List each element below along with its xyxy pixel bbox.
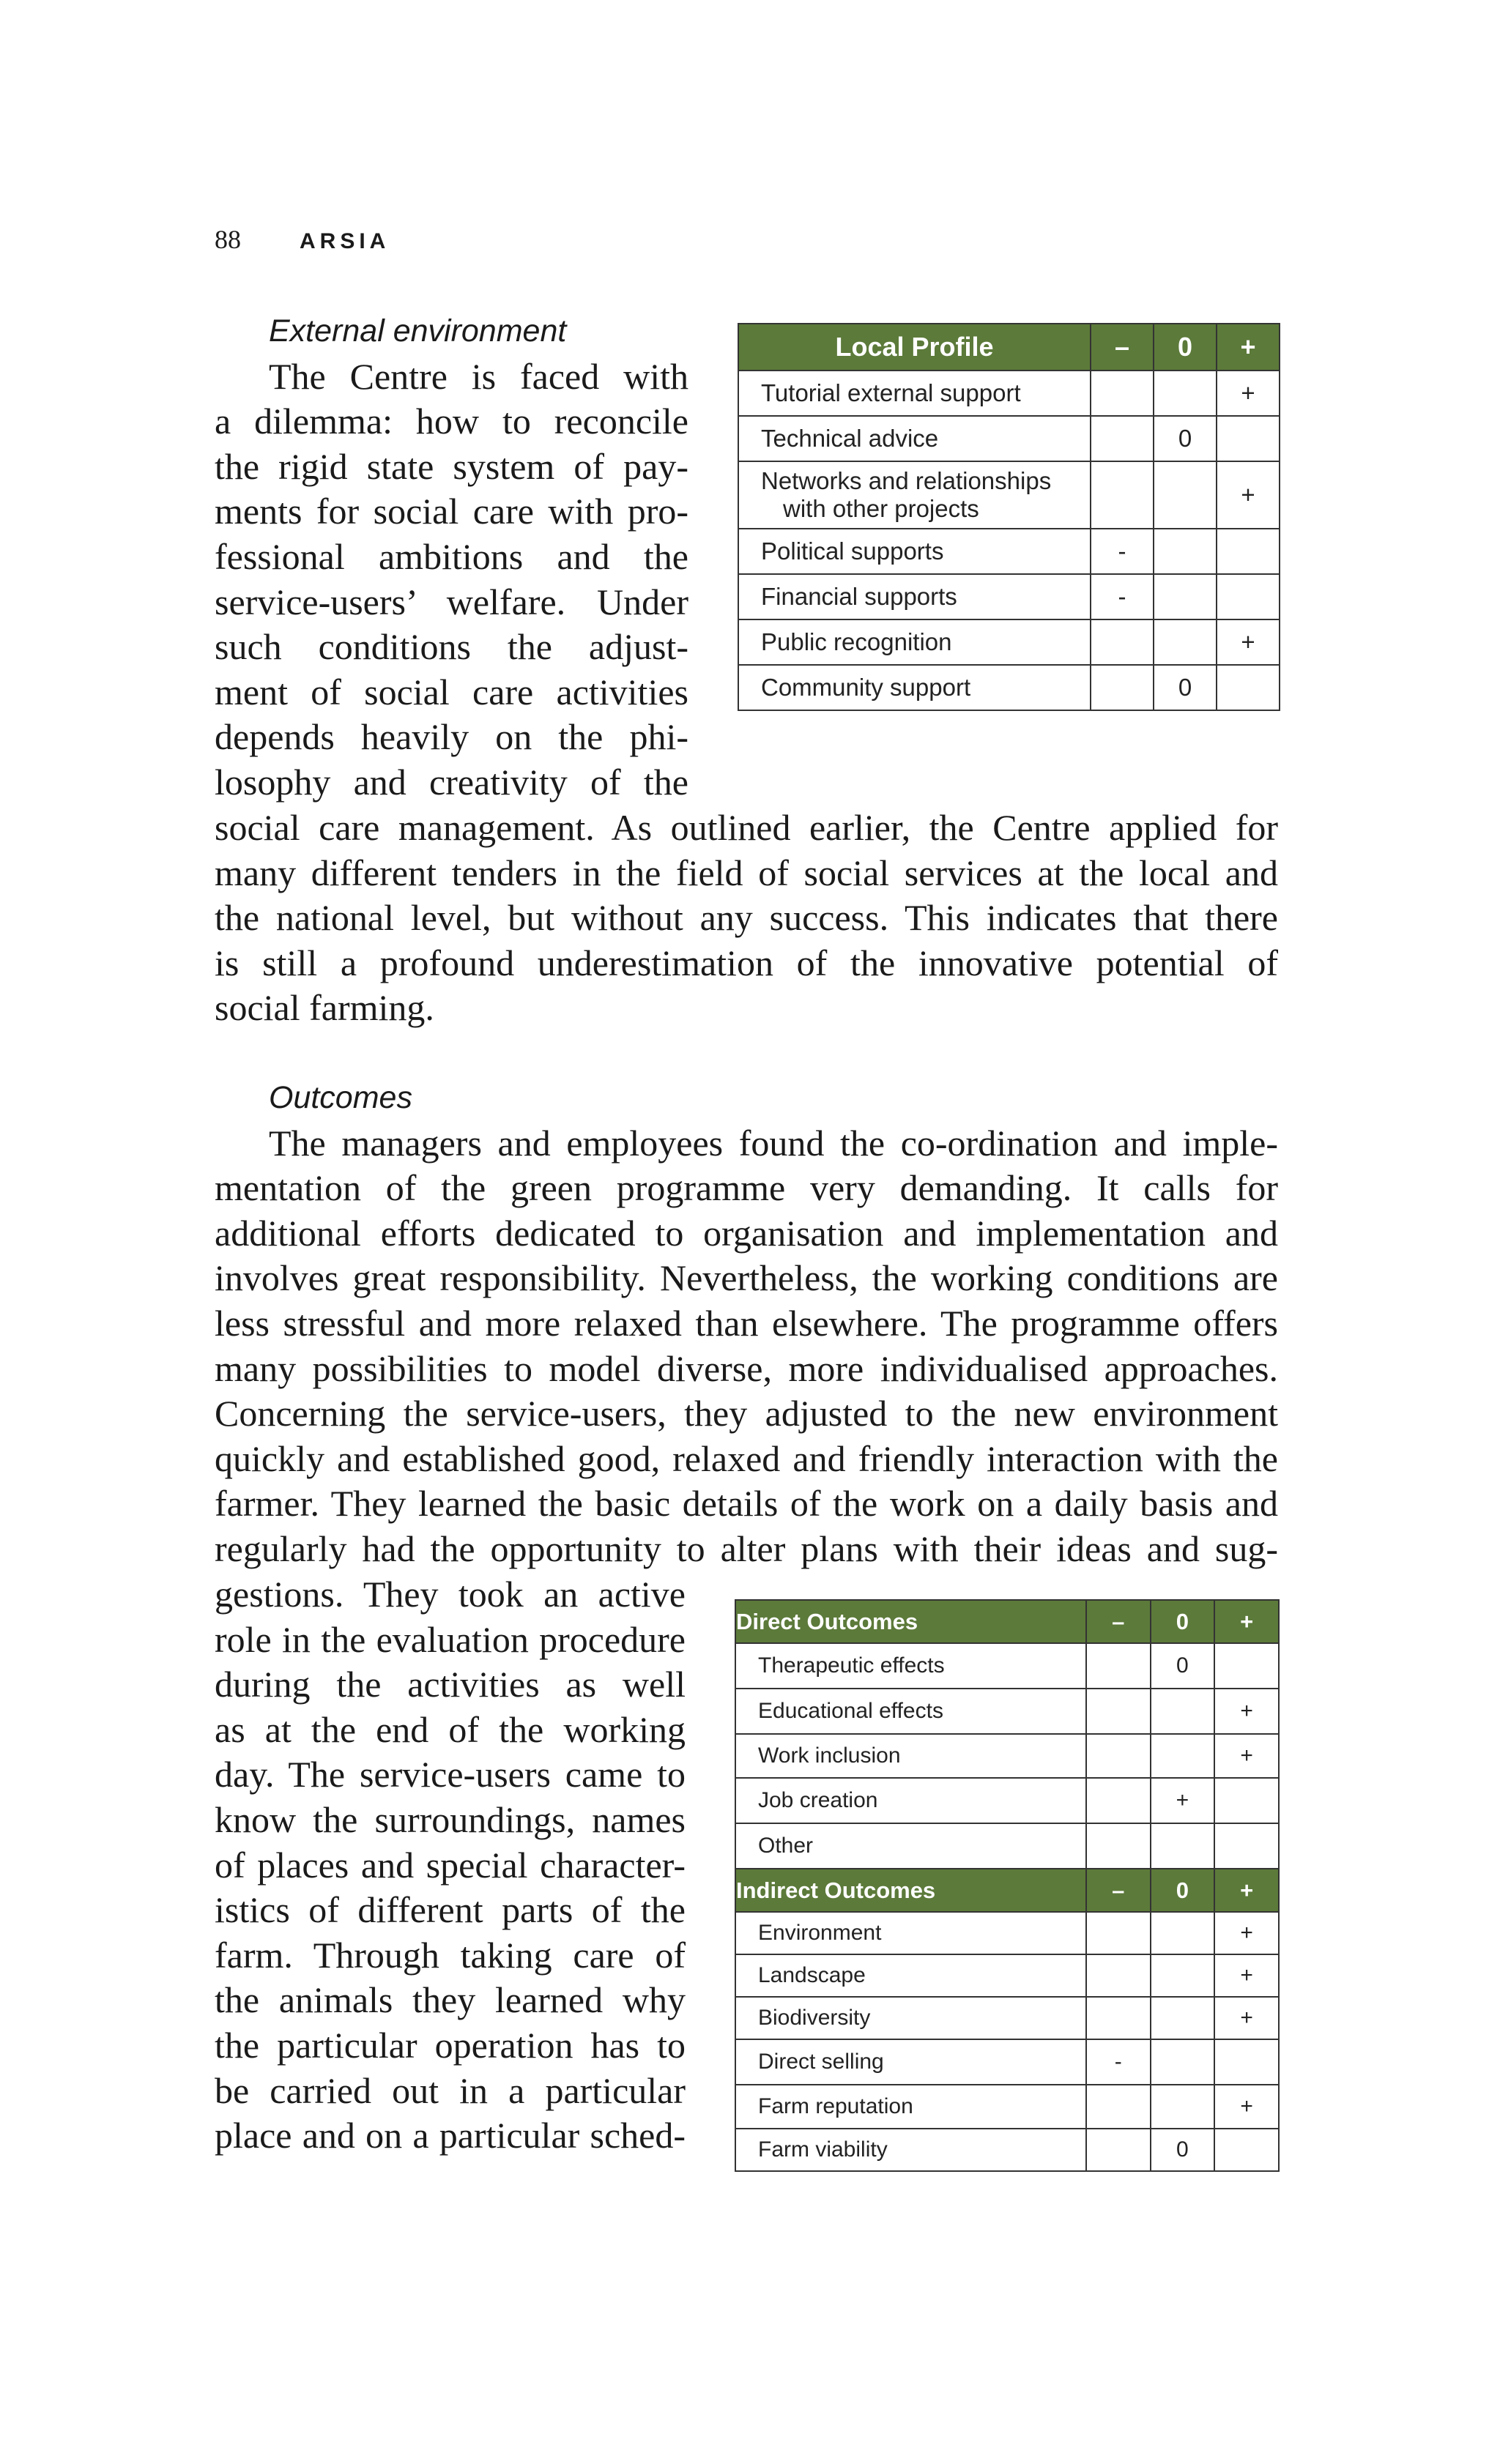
table-row	[738, 665, 1280, 710]
cell-plus: +	[1214, 1912, 1279, 1954]
row-label: Direct selling	[735, 2039, 1086, 2085]
text-line: be carried out in a particular	[215, 2069, 686, 2111]
cell-plus	[1217, 529, 1280, 574]
table-row	[738, 371, 1280, 416]
cell-zero	[1154, 619, 1217, 665]
table-row	[735, 2129, 1279, 2171]
cell-minus	[1091, 619, 1154, 665]
column-zero-header: 0	[1151, 1869, 1215, 1912]
cell-zero: 0	[1151, 2129, 1215, 2171]
text-line: ment of social care activities	[215, 671, 688, 712]
table-row	[735, 2085, 1279, 2129]
row-label: Financial supports	[738, 574, 1091, 619]
cell-minus	[1086, 1778, 1151, 1823]
cell-minus	[1086, 2085, 1151, 2129]
text-line: role in the evaluation procedure	[215, 1618, 686, 1660]
table-row	[735, 1954, 1279, 1997]
section-outcomes	[215, 1076, 1278, 1572]
cell-zero: 0	[1154, 416, 1217, 461]
text-line: involves great responsibility. Nevertheless, the working conditions are	[215, 1257, 1278, 1299]
cell-plus	[1214, 1643, 1279, 1689]
column-minus-header: –	[1086, 1600, 1151, 1643]
direct-outcomes-title: Direct Outcomes	[735, 1600, 1086, 1643]
section-outcomes-continued	[215, 1572, 686, 2159]
text-line: depends heavily on the phi-	[215, 716, 688, 758]
cell-zero	[1154, 461, 1217, 529]
cell-zero	[1151, 1912, 1215, 1954]
text-line: day. The service-users came to	[215, 1754, 686, 1795]
section-external-environment-continued	[215, 805, 1278, 1031]
cell-zero: 0	[1151, 1643, 1215, 1689]
cell-plus: +	[1217, 461, 1280, 529]
row-label: Technical advice	[738, 416, 1091, 461]
cell-plus: +	[1214, 2085, 1279, 2129]
row-label: Farm reputation	[735, 2085, 1086, 2129]
cell-minus	[1086, 2129, 1151, 2171]
text-line: such conditions the adjust-	[215, 626, 688, 668]
row-label: Tutorial external support	[738, 371, 1091, 416]
cell-minus	[1091, 665, 1154, 710]
text-line: losophy and creativity of the	[215, 761, 688, 803]
cell-plus	[1214, 1778, 1279, 1823]
table-row	[738, 529, 1280, 574]
page-number: 88	[215, 225, 241, 254]
cell-plus	[1217, 416, 1280, 461]
cell-plus: +	[1214, 1734, 1279, 1778]
column-plus-header: +	[1214, 1600, 1279, 1643]
text-line: many different tenders in the field of social services at the local and	[215, 852, 1278, 893]
table-row	[738, 574, 1280, 619]
text-line: quickly and established good, relaxed and friendly interaction with the	[215, 1437, 1278, 1479]
table-row	[735, 2039, 1279, 2085]
cell-zero	[1151, 2085, 1215, 2129]
page-header	[215, 224, 390, 255]
cell-minus	[1086, 1643, 1151, 1689]
cell-plus: +	[1214, 1689, 1279, 1734]
cell-minus	[1086, 1954, 1151, 1997]
table-row	[738, 461, 1280, 529]
cell-zero	[1154, 529, 1217, 574]
text-line: Concerning the service-users, they adjusted to the new environment	[215, 1393, 1278, 1434]
running-head: ARSIA	[300, 229, 390, 253]
text-line: less stressful and more relaxed than elsewhere. The programme offers	[215, 1302, 1278, 1344]
cell-minus	[1086, 1912, 1151, 1954]
column-plus-header: +	[1214, 1869, 1279, 1912]
cell-plus	[1217, 665, 1280, 710]
row-label: Political supports	[738, 529, 1091, 574]
table-row	[738, 416, 1280, 461]
text-line: ments for social care with pro-	[215, 491, 688, 532]
text-line: many possibilities to model diverse, more individualised approaches.	[215, 1347, 1278, 1389]
text-line: know the surroundings, names	[215, 1798, 686, 1840]
row-label: Work inclusion	[735, 1734, 1086, 1778]
row-label	[738, 461, 1091, 529]
text-line: the rigid state system of pay-	[215, 445, 688, 487]
cell-minus	[1086, 1997, 1151, 2039]
text-line: service-users’ welfare. Under	[215, 581, 688, 622]
text-line: a dilemma: how to reconcile	[215, 401, 688, 442]
section-external-environment	[215, 309, 688, 805]
cell-minus	[1086, 1689, 1151, 1734]
row-label: Community support	[738, 665, 1091, 710]
cell-plus	[1217, 574, 1280, 619]
cell-zero	[1154, 574, 1217, 619]
table-header-row	[735, 1600, 1279, 1643]
cell-zero	[1154, 371, 1217, 416]
cell-plus: +	[1217, 619, 1280, 665]
column-minus-header: –	[1086, 1869, 1151, 1912]
outcomes-table	[735, 1599, 1280, 2172]
text-line: The Centre is faced with	[269, 355, 688, 397]
local-profile-table	[738, 323, 1280, 711]
cell-plus: +	[1214, 1954, 1279, 1997]
table-row	[735, 1689, 1279, 1734]
cell-zero: +	[1151, 1778, 1215, 1823]
cell-plus	[1214, 2129, 1279, 2171]
table-row	[735, 1823, 1279, 1869]
text-line: of places and special character-	[215, 1844, 686, 1886]
text-line: fessional ambitions and the	[215, 535, 688, 577]
section-heading: Outcomes	[269, 1080, 412, 1115]
text-line: the particular operation has to	[215, 2024, 686, 2066]
cell-zero	[1151, 1823, 1215, 1869]
row-label: Public recognition	[738, 619, 1091, 665]
cell-minus: -	[1091, 529, 1154, 574]
row-label: Job creation	[735, 1778, 1086, 1823]
table-row	[735, 1643, 1279, 1689]
cell-zero	[1151, 1997, 1215, 2039]
text-line: place and on a particular sched-	[215, 2115, 686, 2156]
row-label: Landscape	[735, 1954, 1086, 1997]
text-line: istics of different parts of the	[215, 1889, 686, 1931]
table-title: Local Profile	[738, 324, 1091, 371]
text-line: gestions. They took an active	[215, 1574, 686, 1615]
text-line: additional efforts dedicated to organisation and implementation and	[215, 1212, 1278, 1254]
table-row	[735, 1997, 1279, 2039]
column-zero-header: 0	[1154, 324, 1217, 371]
cell-minus	[1086, 1734, 1151, 1778]
row-label: Other	[735, 1823, 1086, 1869]
text-line: farmer. They learned the basic details of the work on a daily basis and	[215, 1483, 1278, 1525]
text-line: farm. Through taking care of	[215, 1934, 686, 1976]
column-zero-header: 0	[1151, 1600, 1215, 1643]
row-label: Therapeutic effects	[735, 1643, 1086, 1689]
row-label: Educational effects	[735, 1689, 1086, 1734]
text-line: mentation of the green programme very demanding. It calls for	[215, 1167, 1278, 1209]
row-label-line: Networks and relationships	[761, 467, 1052, 494]
cell-minus	[1091, 461, 1154, 529]
indirect-outcomes-title: Indirect Outcomes	[735, 1869, 1086, 1912]
cell-plus: +	[1214, 1997, 1279, 2039]
cell-zero	[1151, 2039, 1215, 2085]
cell-plus	[1214, 1823, 1279, 1869]
column-minus-header: –	[1091, 324, 1154, 371]
text-line: social farming.	[215, 987, 434, 1029]
table-row	[735, 1734, 1279, 1778]
text-line: as at the end of the working	[215, 1708, 686, 1750]
cell-minus	[1091, 371, 1154, 416]
row-label: Biodiversity	[735, 1997, 1086, 2039]
text-line: the national level, but without any success. This indicates that there	[215, 897, 1278, 939]
cell-zero	[1151, 1689, 1215, 1734]
column-plus-header: +	[1217, 324, 1280, 371]
text-line: during the activities as well	[215, 1664, 686, 1705]
cell-minus	[1091, 416, 1154, 461]
table-row	[738, 619, 1280, 665]
table-header-row	[738, 324, 1280, 371]
cell-minus	[1086, 1823, 1151, 1869]
table-row	[735, 1778, 1279, 1823]
section-heading: External environment	[269, 313, 567, 349]
cell-plus	[1214, 2039, 1279, 2085]
row-label: Farm viability	[735, 2129, 1086, 2171]
row-label: Environment	[735, 1912, 1086, 1954]
table-header-row	[735, 1869, 1279, 1912]
cell-zero: 0	[1154, 665, 1217, 710]
text-line: regularly had the opportunity to alter plans with their ideas and sug-	[215, 1527, 1278, 1569]
row-label-line: with other projects	[783, 495, 979, 522]
text-line: The managers and employees found the co-ordination and imple-	[269, 1122, 1278, 1164]
text-line: is still a profound underestimation of the innovative potential of	[215, 942, 1278, 983]
table-row	[735, 1912, 1279, 1954]
cell-zero	[1151, 1734, 1215, 1778]
cell-plus: +	[1217, 371, 1280, 416]
cell-zero	[1151, 1954, 1215, 1997]
text-line: social care management. As outlined earlier, the Centre applied for	[215, 807, 1278, 848]
cell-minus: -	[1086, 2039, 1151, 2085]
text-line: the animals they learned why	[215, 1979, 686, 2021]
cell-minus: -	[1091, 574, 1154, 619]
